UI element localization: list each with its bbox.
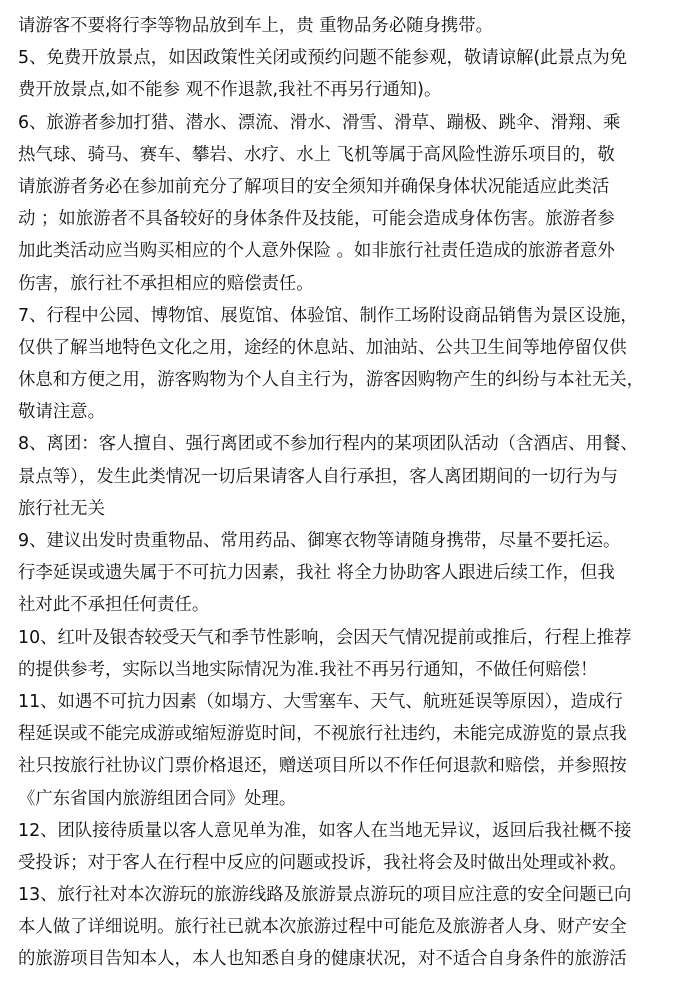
terms-document: [18, 10, 680, 976]
text-line: 请旅游者务必在参加前充分了解项目的安全须知并确保身体状况能适应此类活: [18, 176, 610, 197]
text-line: 12、团队接待质量以客人意见单为准，如客人在当地无异议，返回后我社概不接: [18, 820, 632, 841]
text-line: 景点等），发生此类情况一切后果请客人自行承担，客人离团期间的一切行为与: [18, 466, 618, 487]
text-line: 受投诉；对于客人在行程中反应的问题或投诉，我社将会及时做出处理或补救。: [18, 852, 627, 873]
text-line: 热气球、骑马、赛车、攀岩、水疗、水上 飞机等属于高风险性游乐项目的，敬: [18, 144, 615, 165]
text-line: 的旅游项目告知本人，本人也知悉自身的健康状况，对不适合自身条件的旅游活: [18, 949, 627, 970]
text-line: 社只按旅行社协议门票价格退还，赠送项目所以不作任何退款和赔偿，并参照按: [18, 756, 627, 777]
text-line: 旅行社无关: [18, 498, 105, 519]
text-line: 程延误或不能完成游或缩短游览时间，不视旅行社违约，未能完成游览的景点我: [18, 724, 627, 745]
text-line: 社对此不承担任何责任。: [18, 595, 210, 616]
text-line: 行李延误或遗失属于不可抗力因素，我社 将全力协助客人跟进后续工作，但我: [18, 563, 615, 584]
text-line: 13、旅行社对本次游玩的旅游线路及旅游景点游玩的项目应注意的安全问题已向: [18, 885, 632, 906]
text-line: 伤害，旅行社不承担相应的赔偿责任。: [18, 273, 314, 294]
text-line: 8、离团：客人擅自、强行离团或不参加行程内的某项团队活动（含酒店、用餐、: [18, 434, 638, 455]
text-line: 10、红叶及银杏较受天气和季节性影响，会因天气情况提前或推后，行程上推荐: [18, 627, 632, 648]
text-line: 休息和方便之用，游客购物为个人自主行为，游客因购物产生的纠纷与本社无关，: [18, 370, 645, 391]
text-line: 加此类活动应当购买相应的个人意外保险 。如非旅行社责任造成的旅游者意外: [18, 241, 615, 262]
text-line: 5、免费开放景点，如因政策性关闭或预约问题不能参观，敬请谅解(此景点为免: [18, 48, 628, 69]
text-line: 6、旅游者参加打猎、潜水、漂流、滑水、滑雪、滑草、蹦极、跳伞、滑翔、乘: [18, 112, 621, 133]
text-line: 敬请注意。: [18, 402, 105, 423]
text-line: 9、建议出发时贵重物品、常用药品、御寒衣物等请随身携带，尽量不要托运。: [18, 531, 621, 551]
text-line: 请游客不要将行李等物品放到车上，贵 重物品务必随身携带。: [18, 16, 494, 36]
text-line: 本人做了详细说明。旅行社已就本次旅游过程中可能危及旅游者人身、财产安全: [18, 917, 627, 938]
text-line: 费开放景点,如不能参 观不作退款,我社不再另行通知)。: [18, 80, 442, 101]
text-line: 11、如遇不可抗力因素（如塌方、大雪塞车、天气、航班延误等原因），造成行: [18, 691, 623, 712]
text-line: 动 ；如旅游者不具备较好的身体条件及技能，可能会造成身体伤害。旅游者参: [18, 209, 615, 230]
text-line: 仅供了解当地特色文化之用，途经的休息站、加油站、公共卫生间等地停留仅供: [18, 337, 627, 358]
text-line: 7、行程中公园、博物馆、展览馆、体验馆、制作工场附设商品销售为景区设施，: [18, 305, 638, 326]
text-line: 的提供参考，实际以当地实际情况为准.我社不再另行通知，不做任何赔偿！: [18, 659, 598, 680]
text-line: 《广东省国内旅游组团合同》处理。: [18, 788, 297, 809]
